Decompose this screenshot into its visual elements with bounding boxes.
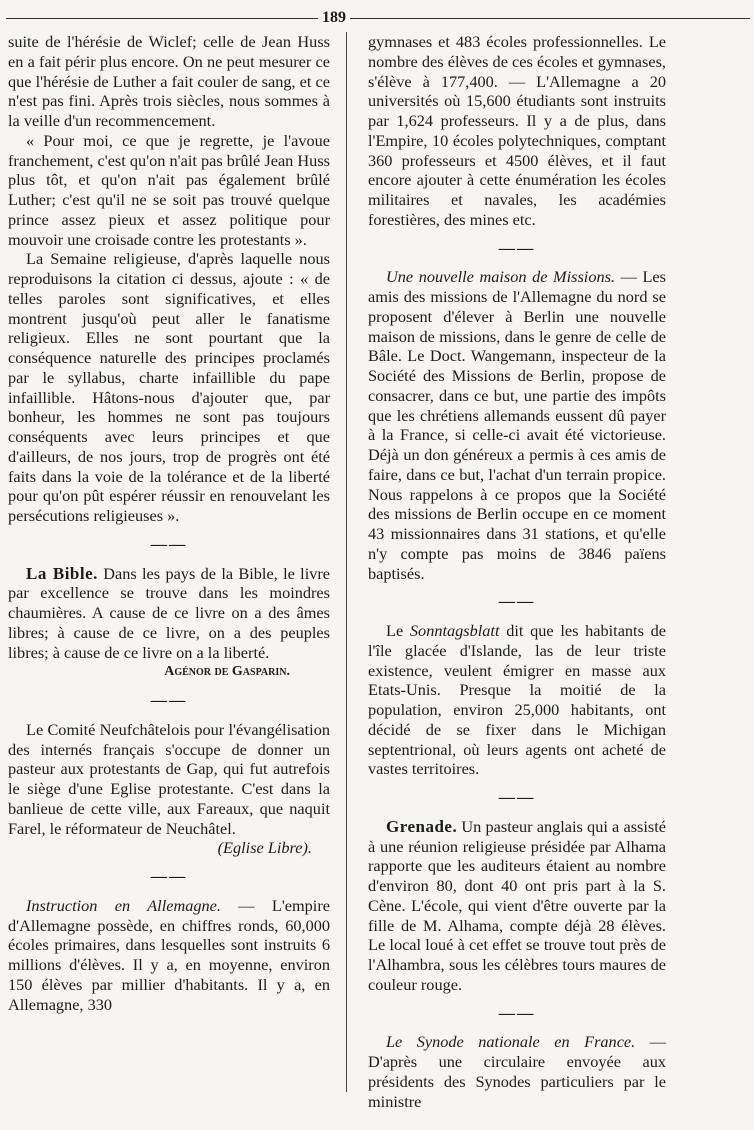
page-number: 189 (322, 9, 346, 26)
section-separator: —— (498, 237, 536, 257)
heading-instruction: Instruction en Allemagne. (26, 895, 221, 915)
section-separator: —— (150, 690, 188, 709)
paragraph-quote-luther: « Pour moi, ce que je regrette, je l'avoue franchement, c'est qu'on n'ait pas brûlé Jean Huss plus tôt, et qu'on n'ait pas également brûlé Luther; c'est qu'il ne se soit pas trouvé quelque prince assez pieux et assez politique pour mouvoir une croisade contre les protestants ». (8, 130, 330, 249)
sonntag-lead: Le (386, 621, 410, 640)
section-separator: —— (150, 533, 188, 553)
header-rule-right (350, 18, 750, 19)
left-column (8, 32, 330, 1014)
sonntagsblatt-title: Sonntagsblatt (409, 621, 500, 640)
section-separator: —— (498, 787, 536, 806)
article-sonntagsblatt (368, 621, 666, 779)
page-header (0, 8, 754, 30)
article-bible (8, 564, 330, 663)
section-separator: —— (150, 866, 188, 885)
instruction-continued: gymnases et 483 écoles professionnelles. Le nombre des élèves de ces écoles et gymnases, s'élève à 177,400. — L'Allemagne a 20 universités où 15,600 étudiants sont instruits par 1,624 professeurs. Il y a de plus, dans l'Empire, 10 écoles polytechniques, comptant 360 professeurs et 4500 élèves, et il faut encore ajouter à cette énumération les écoles militaires et navales, les académies forestières, des mines etc. (368, 32, 666, 229)
heading-grenade: Grenade. (386, 816, 458, 836)
heading-la-bible: La Bible. (26, 563, 98, 583)
synode-text: — D'après une circulaire envoyée aux présidents des Synodes particuliers par le ministre (368, 1032, 666, 1111)
missions-text: — Les amis des missions de l'Allemagne du nord se proposent d'élever à Berlin une nouvelle maison de missions, dans le genre de celle de Bâle. Le Doct. Wangemann, inspecteur de la Société des Missions de Berlin, propose de consacrer, dans ce but, une partie des impôts que les chrétiens allemands eussent dû payer à la France, si celle-ci avait été victorieuse. Déjà un don généreux a permis à ces amis de faire, dans ce but, l'achat d'un terrain propice. Nous rappelons à ce propos que la Société des missions de Berlin occupe en ce moment 43 missionnaires dans 31 stations, et qu'elle n'y compte pas moins de 3846 païens baptisés. (368, 267, 666, 583)
heading-synode: Le Synode nationale en France. (386, 1032, 636, 1052)
instruction-text: — L'empire d'Allemagne possède, en chiffres ronds, 60,000 écoles primaires, dans lesquelles sont instruits 6 millions d'élèves. Il y a, en moyenne, environ 150 élèves par millier d'habitants. Il y a, en Allemagne, 330 (8, 895, 330, 1014)
section-separator: —— (498, 1002, 536, 1022)
heading-missions: Une nouvelle maison de Missions. (386, 267, 616, 287)
right-column (368, 32, 666, 1111)
article-grenade (368, 817, 666, 995)
header-rule-left (6, 18, 318, 19)
signature-gasparin: Agénor de Gasparin. (164, 664, 290, 680)
column-divider (346, 32, 347, 1092)
sonntag-text: dit que les habitants de l'île glacée d'Islande, las de leur triste existence, veulent émigrer en masse aux Etats-Unis. Presque la moitié de la population, environ 25,000 habitants, ont décidé de se fixer dans le Michigan septentrional, où leurs agents ont acheté de vastes territoires. (368, 621, 667, 779)
bible-text: Dans les pays de la Bible, le livre par excellence se trouve dans les moindres chaumières. A cause de ce livre on a des âmes libres; à cause de ce livre, on a des peuples libres; à cause de ce livre on a la liberté. (8, 563, 331, 662)
article-missions (368, 267, 666, 583)
article-synode (368, 1032, 666, 1111)
article-comite-neufchatelois: Le Comité Neufchâtelois pour l'évangélisation des internés français s'occupe de donner un pasteur aux protestants de Gap, qui fut autrefois le siège d'une Eglise protestante. C'est dans la banlieue de cette ville, aux Fareaux, que naquit Farel, le réformateur de Neuchâtel. (8, 719, 330, 838)
source-eglise-libre: (Eglise Libre). (217, 838, 312, 858)
grenade-text: Un pasteur anglais qui a assisté à une réunion religieuse présidée par Alhama rapporte que les auditeurs étaient au nombre d'environ 80, dont 40 ont pris part à la S. Cène. L'école, qui vient d'être ouverte par la fille de M. Alhama, compte déjà 28 élèves. Le local loué à cet effet se trouve tout près de l'Alhambra, sous les célèbres tours maures de couleur rouge. (368, 816, 666, 994)
article-instruction-allemagne (8, 896, 330, 1015)
section-separator: —— (498, 591, 536, 611)
paragraph-heresie: suite de l'hérésie de Wiclef; celle de Jean Huss en a fait périr plus encore. On ne peut mesurer ce que l'hérésie de Luther a fait couler de sang, et ce n'est pas fini. Après trois siècles, nous sommes à la veille d'un recommencement. (8, 32, 330, 130)
paragraph-semaine-religieuse: La Semaine religieuse, d'après laquelle nous reproduisons la citation ci dessus, ajoute : « de telles paroles sont significatives, et elles montrent jusqu'où peut aller le fanatisme religieux. Elles ne sont pourtant que la conséquence naturelle des principes proclamés par le syllabus, charte infaillible du pape infaillible. Hâtons-nous d'ajouter que, par bonheur, les hommes ne sont pas toujours conséquents avec leurs principes et que d'ailleurs, de nos jours, trop de progrès ont été faits dans la voie de la tolérance et de la liberté pour qu'on pût espérer réussir en renouvelant les persécutions religieuses ». (8, 249, 330, 525)
